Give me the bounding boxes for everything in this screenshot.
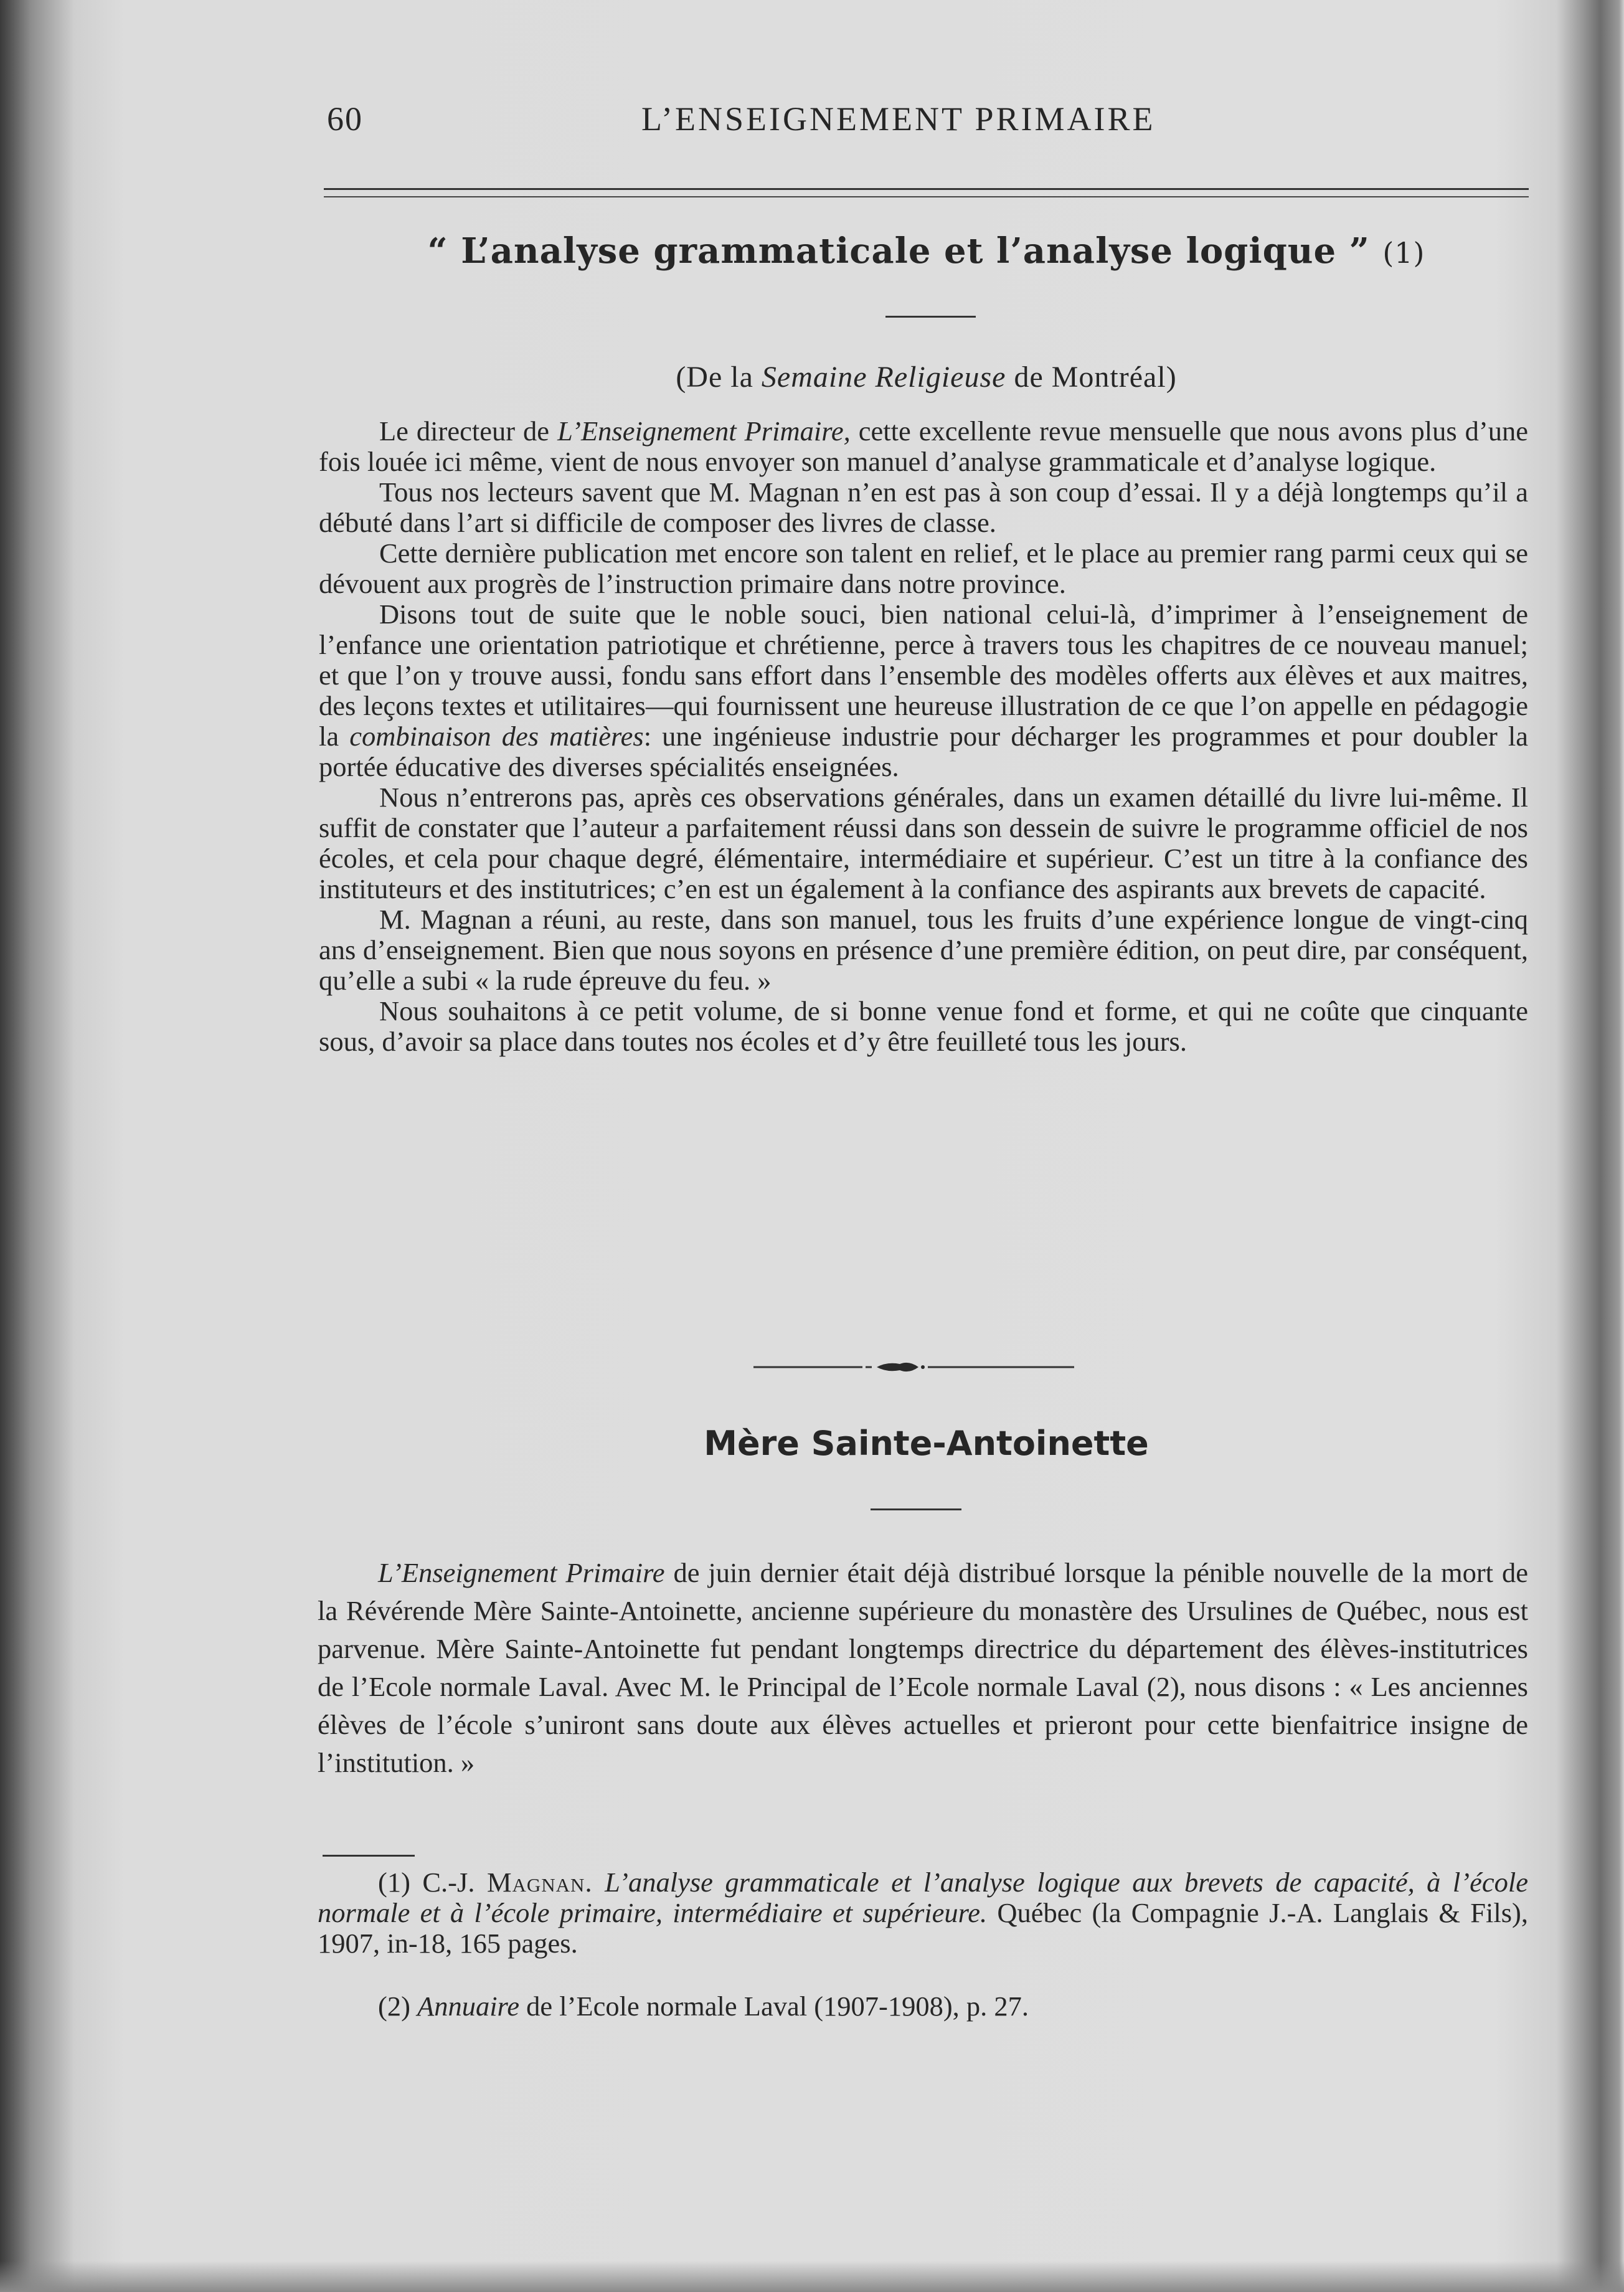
- article-body-analyse: [319, 416, 1528, 1057]
- ornament-divider: [753, 1358, 1074, 1376]
- paragraph: Le directeur de L’Enseignement Primaire, cette excellente revue mensuelle que nous avons plus d’une fois louée ici même, vient de nous envoyer son manuel d’analyse grammaticale et d’analyse logique.: [319, 415, 1528, 477]
- paragraph: M. Magnan a réuni, au reste, dans son manuel, tous les fruits d’une expérience longue de vingt-cinq ans d’enseignement. Bien que nous soyons en présence d’une première édition, on peut dire, par conséquent, qu’elle a subi « la rude épreuve du feu. »: [319, 904, 1528, 996]
- running-head: [318, 100, 1538, 149]
- header-rule-thin: [324, 196, 1529, 197]
- article-title-mere: Mère Sainte-Antoinette: [704, 1424, 1149, 1463]
- header-rule: [324, 188, 1529, 190]
- paragraph: Nous souhaitons à ce petit volume, de si bonne venue fond et forme, et qui ne coûte que cinquante sous, d’avoir sa place dans toutes nos écoles et d’y être feuilleté tous les jours.: [319, 995, 1528, 1057]
- source-publication: Semaine Religieuse: [761, 361, 1006, 394]
- running-title: L’ENSEIGNEMENT PRIMAIRE: [641, 100, 1156, 138]
- title-divider: [885, 316, 976, 318]
- paragraph: Nous n’entrerons pas, après ces observations générales, dans un examen détaillé du livre lui-même. Il suffit de constater que l’auteur a parfaitement réussi dans son dessein de suivre le programme officiel de nos écoles, et cela pour chaque degré, élémentaire, intermédiaire et supérieur. C’est un titre à la confiance des instituteurs et des institutrices; c’en est un également à la confiance des aspirants aux brevets de capacité.: [319, 782, 1528, 904]
- article-body-mere: [318, 1554, 1528, 1782]
- article-title-text: “ L’analyse grammaticale et l’analyse logique ”: [427, 230, 1370, 272]
- paragraph: Disons tout de suite que le noble souci, bien national celui-là, d’imprimer à l’enseignement de l’enfance une orientation patriotique et chrétienne, perce à travers tous les chapitres de ce nouveau manuel; et que l’on y trouve aussi, fondu sans effort dans l’ensemble des modèles offerts aux élèves et aux maitres, des leçons textes et utilitaires—qui fournissent une heureuse illustration de ce que l’on appelle en pédagogie la combinaison des matières: une ingénieuse industrie pour décharger les programmes et pour doubler la portée éducative des diverses spécialités enseignées.: [319, 599, 1528, 782]
- paragraph: L’Enseignement Primaire de juin dernier était déjà distribué lorsque la pénible nouvelle de la mort de la Révérende Mère Sainte-Antoinette, ancienne supérieure du monastère des Ursulines de Québec, nous est parvenue. Mère Sainte-Antoinette fut pendant longtemps directrice du département des élèves-institutrices de l’Ecole normale Laval. Avec M. le Principal de l’Ecole normale Laval (2), nous disons : « Les anciennes élèves de l’école s’uniront sans doute aux élèves actuelles et prieront pour cette bienfaitrice insigne de l’institution. »: [318, 1557, 1528, 1778]
- footnotes: [318, 1867, 1528, 2022]
- title-divider-2: [871, 1508, 961, 1510]
- footnote-ref-1: (1): [1382, 236, 1425, 270]
- page-number: 60: [327, 100, 363, 138]
- footnote-2: (2) Annuaire de l’Ecole normale Laval (1907-1908), p. 27.: [378, 1991, 1029, 2022]
- footnote-rule: [323, 1855, 415, 1857]
- paragraph: Cette dernière publication met encore son talent en relief, et le place au premier rang parmi ceux qui se dévouent aux progrès de l’instruction primaire dans notre province.: [319, 537, 1528, 599]
- article-title-analyse: [324, 230, 1529, 272]
- paragraph: Tous nos lecteurs savent que M. Magnan n’en est pas à son coup d’essai. Il y a déjà longtemps qu’il a débuté dans l’art si difficile de composer des livres de classe.: [319, 476, 1528, 538]
- article-source: (De la Semaine Religieuse de Montréal): [676, 361, 1177, 394]
- footnote-1: (1) C.-J. Magnan. L’analyse grammaticale et l’analyse logique aux brevets de capacité, à l’école normale et à l’école primaire, intermédiaire et supérieure. Québec (la Compagnie J.-A. Langlais & Fils), 1907, in-18, 165 pages.: [318, 1867, 1528, 1959]
